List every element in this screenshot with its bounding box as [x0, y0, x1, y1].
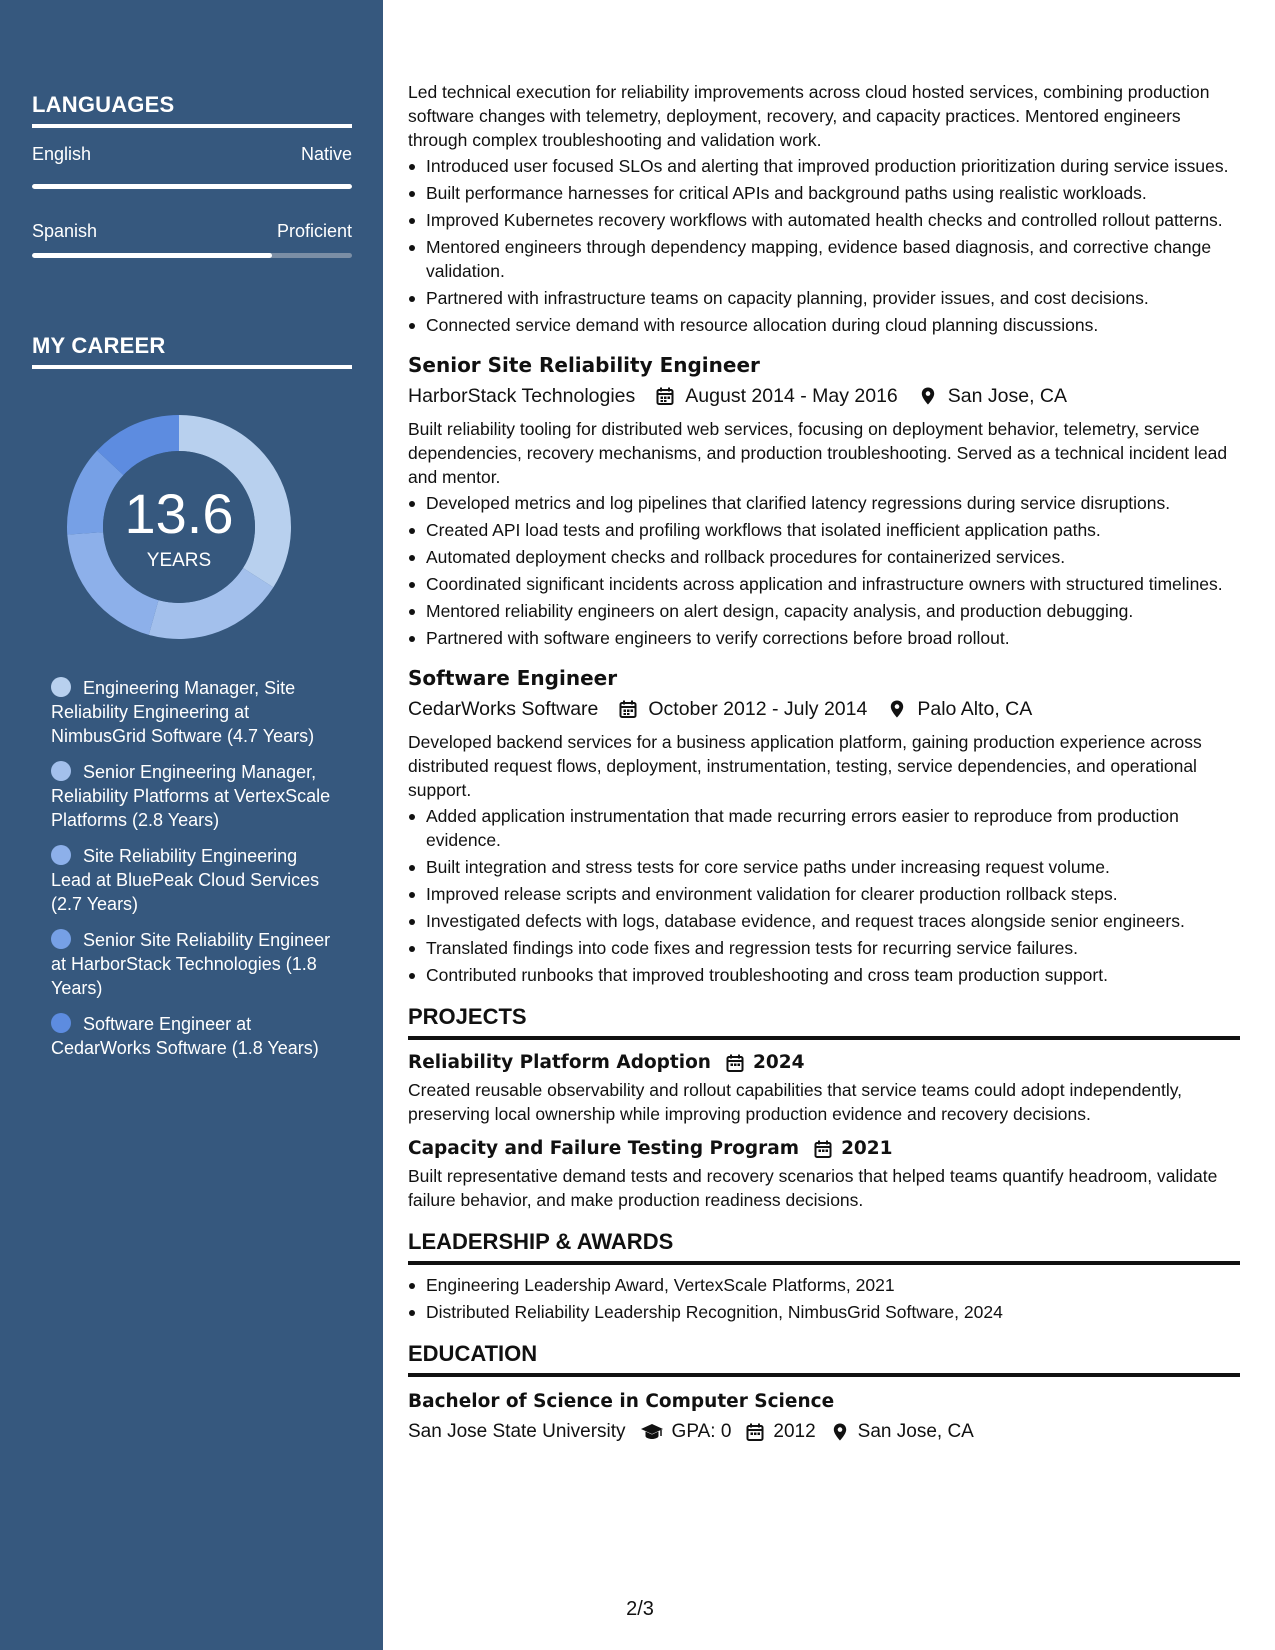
job-summary: Built reliability tooling for distributed web services, focusing on deployment behavior, telemetry, service dependencies, recovery mechanisms, and production troubleshooting. Served as a technical incident lead and mentor. [408, 419, 1228, 487]
job-dates: October 2012 - July 2014 [648, 698, 868, 720]
location-pin-icon [887, 699, 907, 719]
language-row-spanish [32, 221, 352, 242]
school-name: San Jose State University [408, 1421, 626, 1442]
language-bar-fill [32, 184, 352, 189]
bullet-item: Improved release scripts and environment validation for clearer production rollback steps. [408, 882, 1240, 906]
bullet-item: Partnered with software engineers to verify corrections before broad rollout. [408, 626, 1240, 650]
career-legend-label: Site Reliability Engineering Lead at BluePeak Cloud Services (2.7 Years) [51, 846, 320, 914]
bullet-item: Partnered with infrastructure teams on capacity planning, provider issues, and cost decisions. [408, 286, 1240, 310]
job-location: Palo Alto, CA [917, 698, 1033, 720]
job-bullets [408, 804, 1240, 987]
graduation-year: 2012 [773, 1421, 816, 1442]
calendar-icon [655, 386, 675, 406]
project-title: Reliability Platform Adoption [408, 1052, 711, 1073]
job-bullets [408, 491, 1240, 650]
language-name: English [32, 144, 92, 164]
career-legend-item [51, 676, 336, 748]
career-legend-label: Software Engineer at CedarWorks Software (1.8 Years) [51, 1014, 319, 1058]
bullet-item: Developed metrics and log pipelines that clarified latency regressions during service disruptions. [408, 491, 1240, 515]
bullet-item: Introduced user focused SLOs and alerting that improved production prioritization during service issues. [408, 154, 1240, 178]
job-bullets [408, 154, 1240, 337]
project-year: 2024 [752, 1052, 805, 1073]
bullet-item: Created API load tests and profiling workflows that isolated inefficient application paths. [408, 518, 1240, 542]
award-item: Distributed Reliability Leadership Recognition, NimbusGrid Software, 2024 [408, 1300, 1240, 1324]
career-legend-item [51, 760, 336, 832]
calendar-icon [813, 1139, 833, 1159]
language-bar-fill [32, 253, 272, 258]
career-heading: MY CAREER [32, 333, 352, 369]
job-meta [408, 696, 1240, 722]
job-location: San Jose, CA [947, 385, 1067, 407]
bullet-item: Contributed runbooks that improved troubleshooting and cross team production support. [408, 963, 1240, 987]
leadership-heading: LEADERSHIP & AWARDS [408, 1228, 1240, 1265]
location-pin-icon [830, 1422, 850, 1442]
project-description: Created reusable observability and rollout capabilities that service teams could adopt independently, preserving local ownership while improving production evidence and recovery decisions. [408, 1080, 1183, 1124]
graduation-cap-icon [640, 1422, 664, 1442]
languages-heading: LANGUAGES [32, 92, 352, 128]
calendar-icon [725, 1053, 745, 1073]
sidebar [0, 0, 383, 1650]
school-location: San Jose, CA [857, 1421, 974, 1442]
language-bar-english [32, 184, 352, 189]
legend-dot-icon [51, 761, 71, 781]
award-item: Engineering Leadership Award, VertexScale Platforms, 2021 [408, 1273, 1240, 1297]
legend-dot-icon [51, 1013, 71, 1033]
degree-title: Bachelor of Science in Computer Science [408, 1391, 835, 1412]
career-legend-item [51, 844, 336, 916]
career-legend-label: Senior Site Reliability Engineer at HarborStack Technologies (1.8 Years) [51, 930, 331, 998]
bullet-item: Investigated defects with logs, database evidence, and request traces alongside senior engineers. [408, 909, 1240, 933]
language-level: Proficient [276, 221, 352, 241]
career-legend-label: Engineering Manager, Site Reliability Engineering at NimbusGrid Software (4.7 Years) [51, 678, 315, 746]
job-title: Senior Site Reliability Engineer [408, 353, 760, 377]
company-name: CedarWorks Software [408, 698, 599, 720]
education-heading: EDUCATION [408, 1340, 1240, 1377]
language-bar-spanish [32, 253, 352, 258]
job-summary: Developed backend services for a business application platform, gaining production experience across distributed request flows, deployment, instrumentation, testing, service dependencies, and operational support. [408, 732, 1202, 800]
career-legend-label: Senior Engineering Manager, Reliability Platforms at VertexScale Platforms (2.8 Years) [51, 762, 331, 830]
language-row-english [32, 144, 352, 165]
main-content [408, 80, 1240, 1445]
job-meta [408, 383, 1240, 409]
project-title-row [408, 1050, 1240, 1076]
company-name: HarborStack Technologies [408, 385, 636, 407]
project-year: 2021 [841, 1138, 893, 1159]
bullet-item: Connected service demand with resource allocation during cloud planning discussions. [408, 313, 1240, 337]
bullet-item: Coordinated significant incidents across application and infrastructure owners with structured timelines. [408, 572, 1240, 596]
legend-dot-icon [51, 845, 71, 865]
calendar-icon [618, 699, 638, 719]
total-years-label: YEARS [146, 550, 212, 571]
career-legend [51, 676, 336, 1072]
location-pin-icon [918, 386, 938, 406]
project-title-row [408, 1136, 1240, 1162]
job-title: Software Engineer [408, 666, 618, 690]
gpa: GPA: 0 [671, 1421, 732, 1442]
total-years-value: 13.6 [124, 482, 234, 545]
bullet-item: Improved Kubernetes recovery workflows with automated health checks and controlled rollout patterns. [408, 208, 1240, 232]
education-meta [408, 1419, 1240, 1445]
projects-heading: PROJECTS [408, 1003, 1240, 1040]
career-legend-item [51, 1012, 336, 1060]
calendar-icon [745, 1422, 765, 1442]
bullet-item: Added application instrumentation that made recurring errors easier to reproduce from production evidence. [408, 804, 1240, 852]
job-dates: August 2014 - May 2016 [685, 385, 898, 407]
bullet-item: Mentored reliability engineers on alert design, capacity analysis, and production debugging. [408, 599, 1240, 623]
legend-dot-icon [51, 929, 71, 949]
job-summary: Led technical execution for reliability improvements across cloud hosted services, combining production software changes with telemetry, deployment, recovery, and capacity practices. Mentored engineers through complex troubleshooting and validation work. [408, 82, 1210, 150]
career-legend-item [51, 928, 336, 1000]
bullet-item: Built performance harnesses for critical APIs and background paths using realistic workloads. [408, 181, 1240, 205]
bullet-item: Built integration and stress tests for core service paths under increasing request volume. [408, 855, 1240, 879]
leadership-list [408, 1273, 1240, 1324]
bullet-item: Mentored engineers through dependency mapping, evidence based diagnosis, and corrective change validation. [408, 235, 1240, 283]
project-title: Capacity and Failure Testing Program [408, 1138, 800, 1159]
bullet-item: Translated findings into code fixes and regression tests for recurring service failures. [408, 936, 1240, 960]
language-name: Spanish [32, 221, 98, 241]
page-number: 2/3 [626, 1598, 654, 1620]
bullet-item: Automated deployment checks and rollback procedures for containerized services. [408, 545, 1240, 569]
legend-dot-icon [51, 677, 71, 697]
language-level: Native [300, 144, 352, 164]
project-description: Built representative demand tests and recovery scenarios that helped teams quantify headroom, validate failure behavior, and make production readiness decisions. [408, 1166, 1218, 1210]
